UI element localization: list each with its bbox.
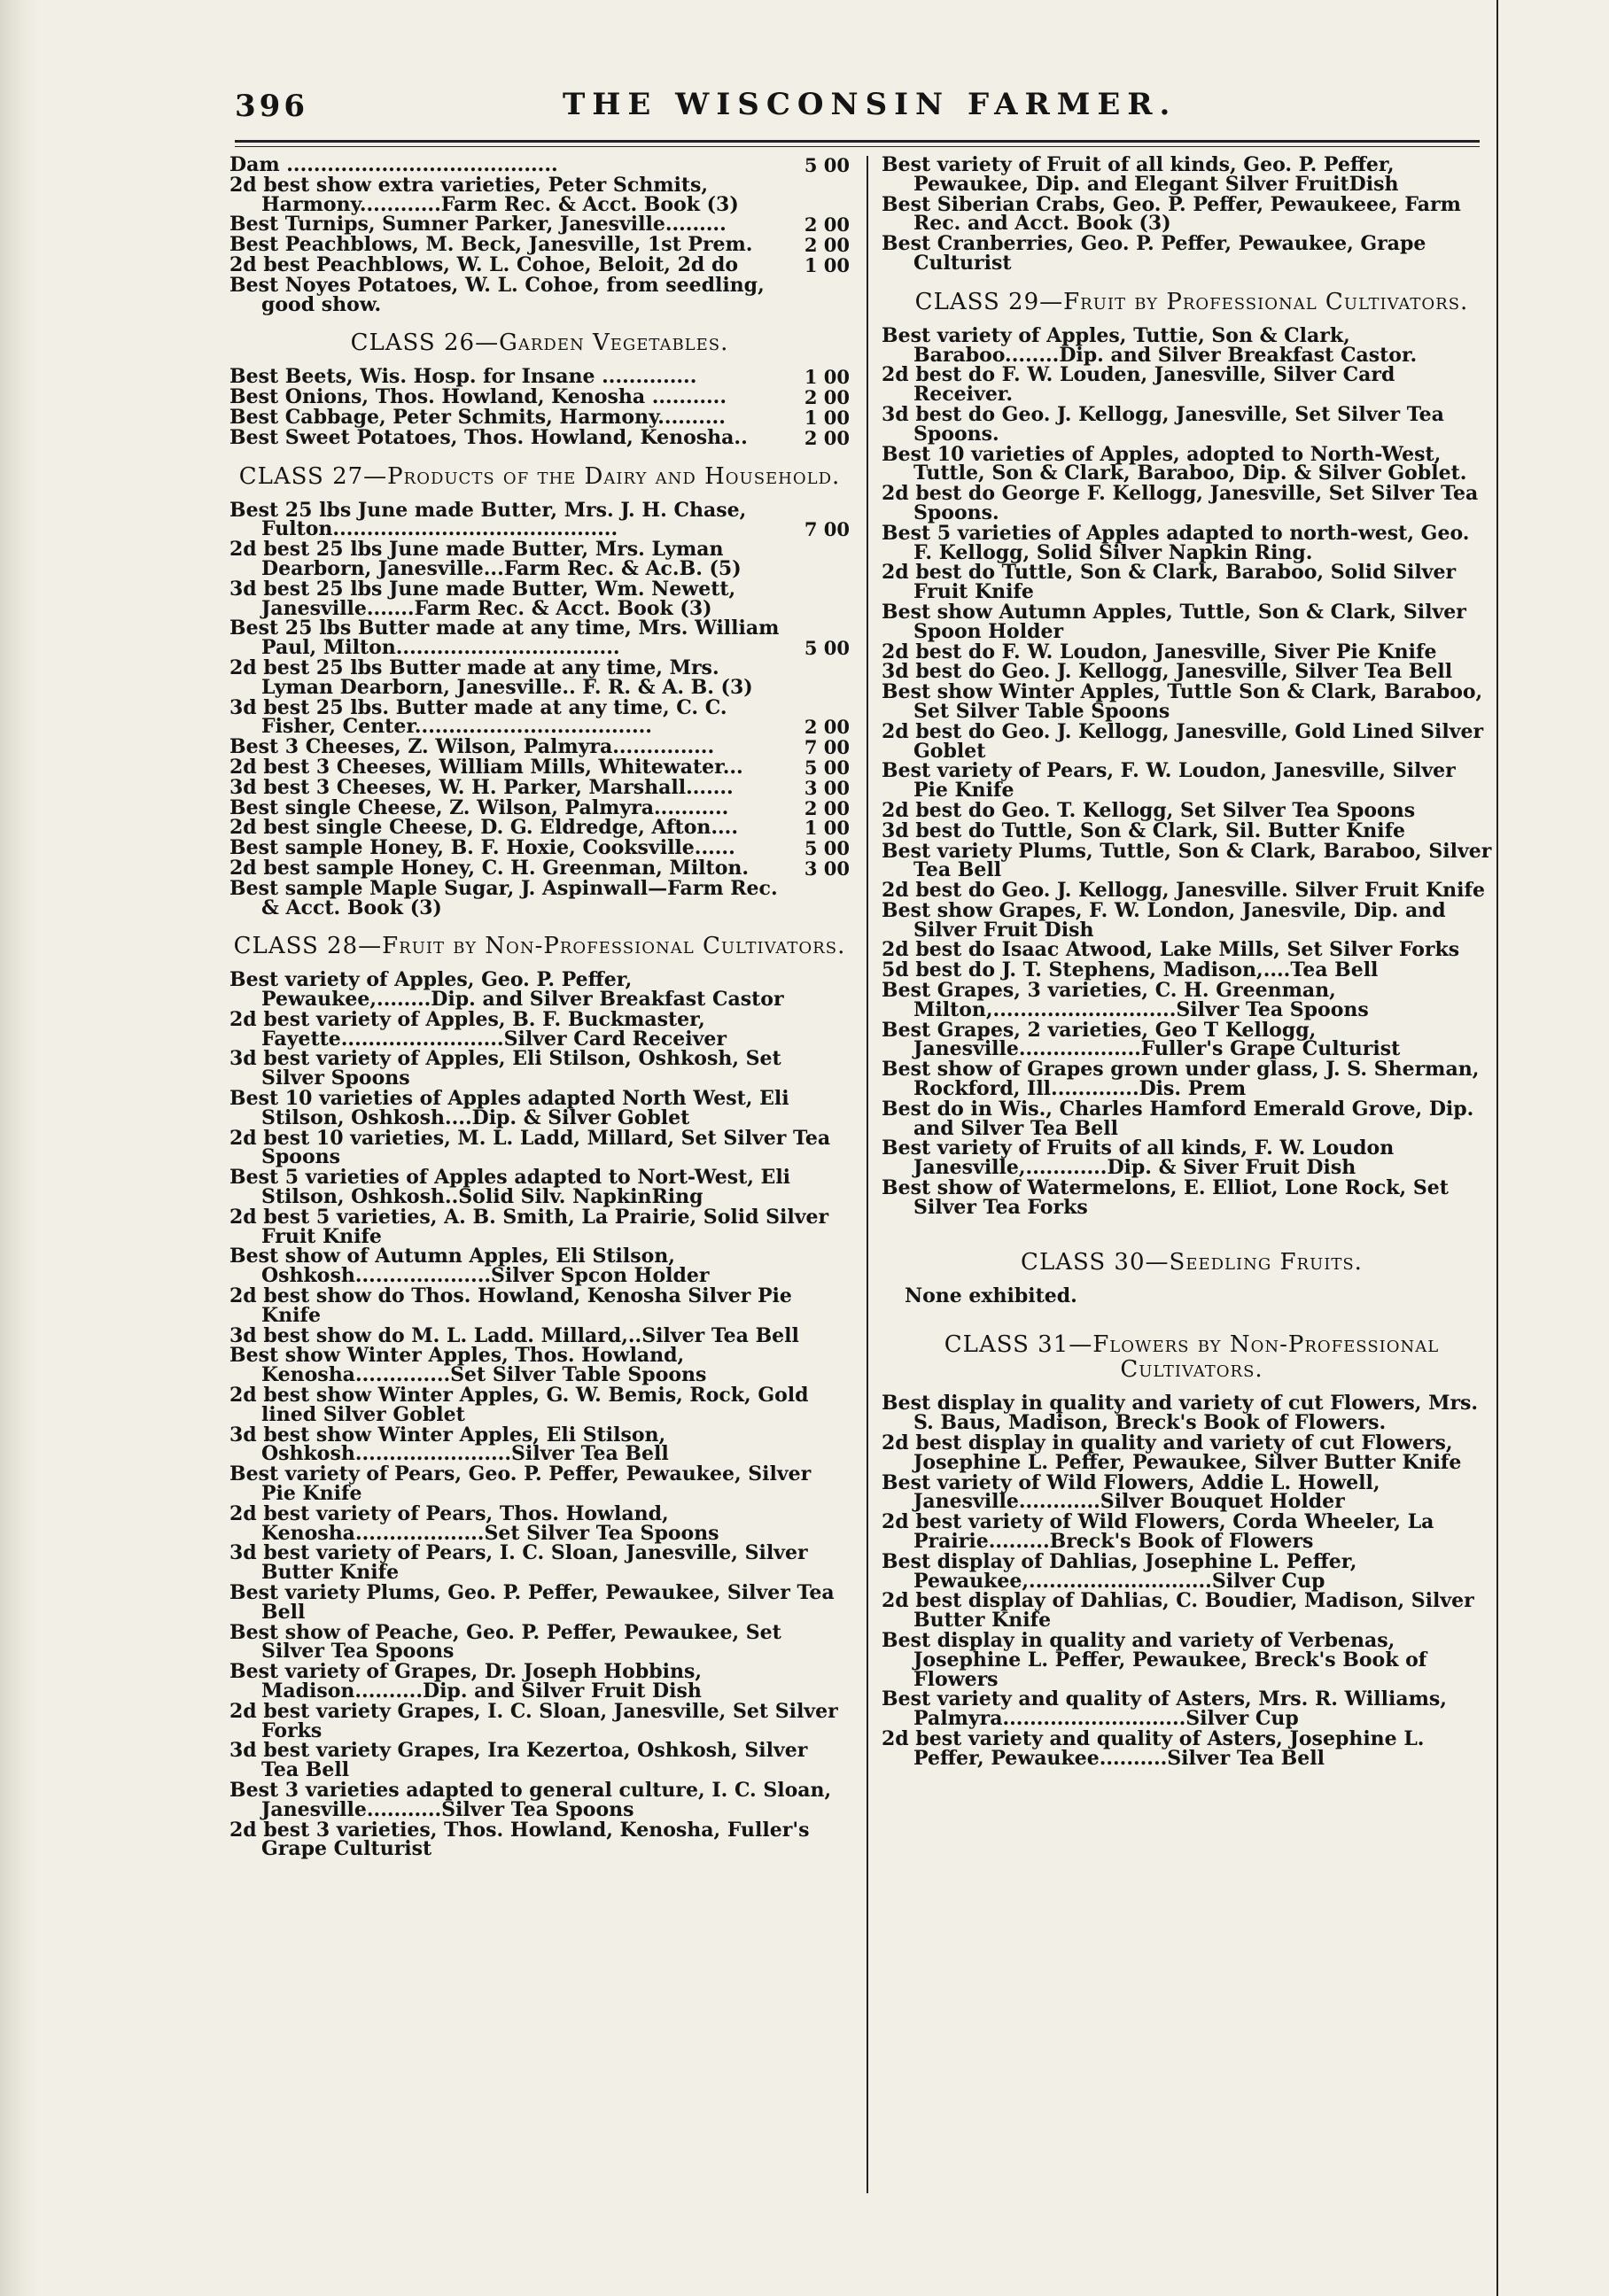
page-number: 396 <box>235 89 308 124</box>
class-heading: CLASS 28—Fruit by Non-Professional Cultivators. <box>233 933 846 960</box>
prize-entry: 2d best show Winter Apples, G. W. Bemis, Rock, Gold lined Silver Goblet <box>229 1384 809 1426</box>
column-divider <box>867 156 868 2193</box>
prize-entry: 2d best single Cheese, D. G. Eldredge, Afton.... 1 00 <box>229 816 850 840</box>
prize-entry: Best Peachblows, M. Beck, Janesville, 1st Prem. 2 00 <box>229 233 850 257</box>
prize-entry: 2d best 25 lbs June made Butter, Mrs. Lyman Dearborn, Janesville...Farm Rec. & Ac.B. (5) <box>229 538 742 580</box>
prize-entry: 3d best variety Grapes, Ira Kezertoa, Oshkosh, Silver Tea Bell <box>229 1739 808 1782</box>
prize-entry: 3d best do Geo. J. Kellogg, Janesville, Set Silver Tea Spoons. <box>882 402 1444 446</box>
class-heading: CLASS 26—Garden Vegetables. <box>350 330 729 357</box>
class-heading: CLASS 27—Products of the Dairy and Household. <box>238 462 841 490</box>
prize-entry: 2d best do Geo. T. Kellogg, Set Silver Tea Spoons <box>882 798 1416 822</box>
left-column <box>229 153 850 1861</box>
prize-entry: Best display of Dahlias, Josephine L. Peffer, Pewaukee,...........................Silver Cup <box>882 1549 1357 1593</box>
book-binding-edge <box>0 0 39 2296</box>
prize-entry: 2d best do F. W. Louden, Janesville, Silver Card Receiver. <box>882 363 1395 407</box>
prize-entry: Best sample Maple Sugar, J. Aspinwall—Farm Rec. & Acct. Book (3) <box>229 876 778 919</box>
prize-entry: Best variety of Fruits of all kinds, F. W. Loudon Janesville,............Dip. & Siver Fruit Dish <box>882 1136 1395 1180</box>
prize-entry: 2d best show extra varieties, Peter Schmits, Harmony............Farm Rec. & Acct. Book (3) <box>229 173 739 216</box>
prize-entry: Best show of Watermelons, E. Elliot, Lone Rock, Set Silver Tea Forks <box>882 1176 1449 1219</box>
prize-entry: Dam ........................................ 5 00 <box>229 153 850 176</box>
prize-entry: Best show Autumn Apples, Tuttle, Son & Clark, Silver Spoon Holder <box>882 600 1466 643</box>
prize-entry: 2d best do F. W. Loudon, Janesville, Siver Pie Knife <box>882 640 1437 663</box>
prize-entry: Best Onions, Thos. Howland, Kenosha ........... 2 00 <box>229 385 850 409</box>
left-top-entries <box>229 153 850 316</box>
prize-entry: Best variety of Grapes, Dr. Joseph Hobbins, Madison..........Dip. and Silver Fruit Dish <box>229 1660 702 1703</box>
prize-entry: 2d best do Tuttle, Son & Clark, Baraboo, Solid Silver Fruit Knife <box>882 561 1457 604</box>
prize-entry: Best Cabbage, Peter Schmits, Harmony.......... 1 00 <box>229 405 850 429</box>
prize-entry: Best sample Honey, B. F. Hoxie, Cooksville...... 5 00 <box>229 836 850 860</box>
prize-entry: Best Grapes, 2 varieties, Geo T Kellogg, Janesville..................Fuller's Grape Culturist <box>882 1018 1401 1061</box>
prize-entry: 3d best variety of Apples, Eli Stilson, Oshkosh, Set Silver Spoons <box>229 1047 781 1090</box>
class-31-entries <box>882 1394 1502 1768</box>
class-27-entries <box>229 498 850 919</box>
prize-entry: 2d best 5 varieties, A. B. Smith, La Prairie, Solid Silver Fruit Knife <box>229 1205 829 1248</box>
prize-entry: 3d best 3 Cheeses, W. H. Parker, Marshall....... 3 00 <box>229 775 850 799</box>
prize-entry: 3d best show do M. L. Ladd. Millard,..Silver Tea Bell <box>229 1323 799 1347</box>
prize-entry: 2d best variety Grapes, I. C. Sloan, Janesville, Set Silver Forks <box>229 1699 838 1742</box>
prize-entry: 5d best do J. T. Stephens, Madison,....Tea Bell <box>882 958 1379 982</box>
prize-entry: 2d best do Geo. J. Kellogg, Janesville, Gold Lined Silver Goblet <box>882 719 1484 763</box>
header-rule <box>235 140 1480 147</box>
prize-entry: 2d best sample Honey, C. H. Greenman, Milton. 3 00 <box>229 856 850 880</box>
prize-entry: Best variety of Apples, Geo. P. Peffer, Pewaukee,........Dip. and Silver Breakfast Castor <box>229 968 784 1012</box>
prize-entry: 3d best show Winter Apples, Eli Stilson, Oshkosh.......................Silver Tea Bell <box>229 1423 669 1466</box>
prize-entry: Best do in Wis., Charles Hamford Emerald Grove, Dip. and Silver Tea Bell <box>882 1097 1474 1140</box>
class-heading: CLASS 31—Flowers by Non-Professional Cultivators. <box>944 1331 1440 1384</box>
class-28-entries <box>229 968 850 1861</box>
prize-entry: 2d best variety of Apples, B. F. Buckmaster, Fayette........................Silver Card Receiver <box>229 1007 727 1051</box>
prize-entry: Best Beets, Wis. Hosp. for Insane .............. 1 00 <box>229 365 850 389</box>
class-heading: CLASS 29—Fruit by Professional Cultivators. <box>914 288 1469 315</box>
prize-entry: Best show of Autumn Apples, Eli Stilson, Oshkosh....................Silver Spcon Holder <box>229 1245 710 1288</box>
prize-entry: 2d best do Isaac Atwood, Lake Mills, Set Silver Forks <box>882 938 1460 962</box>
prize-entry: Best 10 varieties of Apples adapted North West, Eli Stilson, Oshkosh....Dip. & Silver Goblet <box>229 1087 789 1129</box>
prize-entry: 2d best variety and quality of Asters, Josephine L. Peffer, Pewaukee..........Silver Tea Bell <box>882 1726 1425 1770</box>
prize-entry: Best display in quality and variety of Verbenas, Josephine L. Peffer, Pewaukee, Breck's Book of Flowers <box>882 1629 1427 1691</box>
prize-entry: Best 10 varieties of Apples, adopted to North-West, Tuttle, Son & Clark, Baraboo, Dip. & Silver Goblet. <box>882 442 1467 485</box>
prize-entry: Best show of Grapes grown under glass, J. S. Sherman, Rockford, Ill.............Dis. Prem <box>882 1058 1480 1101</box>
prize-entry: Best variety of Wild Flowers, Addie L. Howell, Janesville............Silver Bouquet Holder <box>882 1470 1380 1514</box>
class-heading: CLASS 30—Seedling Fruits. <box>1021 1248 1363 1276</box>
prize-entry: Best 3 varieties adapted to general culture, I. C. Sloan, Janesville...........Silver Tea Spoons <box>229 1778 832 1821</box>
prize-entry: Best 25 lbs Butter made at any time, Mrs. William Paul, Milton................................. 5 00 <box>229 617 850 660</box>
prize-entry: Best Turnips, Sumner Parker, Janesville......... 2 00 <box>229 213 850 237</box>
prize-entry: 2d best 10 varieties, M. L. Ladd, Millard, Set Silver Tea Spoons <box>229 1126 831 1169</box>
prize-entry: Best variety of Apples, Tuttie, Son & Clark, Baraboo........Dip. and Silver Breakfast Castor. <box>882 323 1418 367</box>
book-page <box>217 80 1528 2268</box>
right-top-entries <box>882 153 1502 275</box>
prize-entry: Best Sweet Potatoes, Thos. Howland, Kenosha.. 2 00 <box>229 425 850 449</box>
class-29-entries <box>882 323 1502 1219</box>
prize-entry: Best show Winter Apples, Thos. Howland, Kenosha..............Set Silver Table Spoons <box>229 1344 707 1387</box>
prize-entry: Best Noyes Potatoes, W. L. Cohoe, from seedling, good show. <box>229 273 765 316</box>
prize-entry: Best variety of Pears, F. W. Loudon, Janesville, Silver Pie Knife <box>882 759 1456 803</box>
prize-entry: Best variety of Pears, Geo. P. Peffer, Pewaukee, Silver Pie Knife <box>229 1462 812 1506</box>
prize-entry: 2d best do Geo. J. Kellogg, Janesville. Silver Fruit Knife <box>882 879 1485 903</box>
prize-entry: Best show of Peache, Geo. P. Peffer, Pewaukee, Set Silver Tea Spoons <box>229 1620 781 1664</box>
prize-entry: 2d best 3 varieties, Thos. Howland, Kenosha, Fuller's Grape Culturist <box>229 1818 810 1861</box>
prize-entry: Best show Winter Apples, Tuttle Son & Clark, Baraboo, Set Silver Table Spoons <box>882 680 1483 723</box>
prize-entry: Best 5 varieties of Apples adapted to north-west, Geo. F. Kellogg, Solid Silver Napkin Ring. <box>882 521 1470 564</box>
right-column <box>882 153 1502 1770</box>
prize-entry: 3d best variety of Pears, I. C. Sloan, Janesville, Silver Butter Knife <box>229 1541 808 1585</box>
prize-entry: Best show Grapes, F. W. London, Janesvile, Dip. and Silver Fruit Dish <box>882 898 1446 942</box>
class-26-entries <box>229 365 850 449</box>
prize-entry: 2d best variety of Wild Flowers, Corda Wheeler, La Prairie.........Breck's Book of Flowers <box>882 1510 1434 1554</box>
page-header <box>217 80 1528 133</box>
class-30-note: None exhibited. <box>905 1284 1077 1307</box>
prize-entry: Best 25 lbs June made Butter, Mrs. J. H. Chase, Fulton.......................................... 7 00 <box>229 498 850 541</box>
prize-entry: Best 3 Cheeses, Z. Wilson, Palmyra............... 7 00 <box>229 735 850 759</box>
prize-entry: Best variety and quality of Asters, Mrs. R. Williams, Palmyra...........................Silver Cup <box>882 1687 1447 1731</box>
prize-entry: 3d best do Tuttle, Son & Clark, Sil. Butter Knife <box>882 818 1406 842</box>
prize-entry: Best display in quality and variety of cut Flowers, Mrs. S. Baus, Madison, Breck's Book of Flowers. <box>882 1392 1479 1435</box>
prize-entry: Best single Cheese, Z. Wilson, Palmyra........... 2 00 <box>229 795 850 819</box>
prize-entry: 2d best variety of Pears, Thos. Howland, Kenosha...................Set Silver Tea Spoons <box>229 1501 719 1545</box>
prize-entry: Best 5 varieties of Apples adapted to Nort-West, Eli Stilson, Oshkosh..Solid Silv. NapkinRing <box>229 1166 791 1209</box>
prize-entry: 3d best 25 lbs. Butter made at any time, C. C. Fisher, Center................................... 2 00 <box>229 695 850 739</box>
prize-entry: 2d best do George F. Kellogg, Janesville, Set Silver Tea Spoons. <box>882 482 1479 524</box>
prize-entry: 2d best 25 lbs Butter made at any time, Mrs. Lyman Dearborn, Janesville.. F. R. & A. B. (3) <box>229 655 753 699</box>
prize-entry: 2d best display in quality and variety of cut Flowers, Josephine L. Peffer, Pewaukee, Silver Butter Knife <box>882 1431 1462 1474</box>
prize-entry: Best Siberian Crabs, Geo. P. Peffer, Pewaukeee, Farm Rec. and Acct. Book (3) <box>882 192 1461 236</box>
prize-entry: Best Grapes, 3 varieties, C. H. Greenman, Milton,...........................Silver Tea Spoons <box>882 979 1369 1021</box>
prize-entry: 2d best Peachblows, W. L. Cohoe, Beloit, 2d do 1 00 <box>229 252 850 276</box>
prize-entry: 2d best show do Thos. Howland, Kenosha Silver Pie Knife <box>229 1284 792 1327</box>
prize-entry: 3d best do Geo. J. Kellogg, Janesville, Silver Tea Bell <box>882 660 1453 684</box>
prize-entry: Best variety of Fruit of all kinds, Geo. P. Peffer, Pewaukee, Dip. and Elegant Silver FruitDish <box>882 153 1399 196</box>
prize-entry: Best Cranberries, Geo. P. Peffer, Pewaukee, Grape Culturist <box>882 232 1426 275</box>
running-title: THE WISCONSIN FARMER. <box>563 87 1178 122</box>
prize-entry: 3d best 25 lbs June made Butter, Wm. Newett, Janesville.......Farm Rec. & Acct. Book (3) <box>229 577 736 620</box>
prize-entry: 2d best 3 Cheeses, William Mills, Whitewater... 5 00 <box>229 755 850 779</box>
prize-entry: 2d best display of Dahlias, C. Boudier, Madison, Silver Butter Knife <box>882 1589 1474 1633</box>
prize-entry: Best variety Plums, Tuttle, Son & Clark, Baraboo, Silver Tea Bell <box>882 839 1492 882</box>
prize-entry: Best variety Plums, Geo. P. Peffer, Pewaukee, Silver Tea Bell <box>229 1581 835 1624</box>
